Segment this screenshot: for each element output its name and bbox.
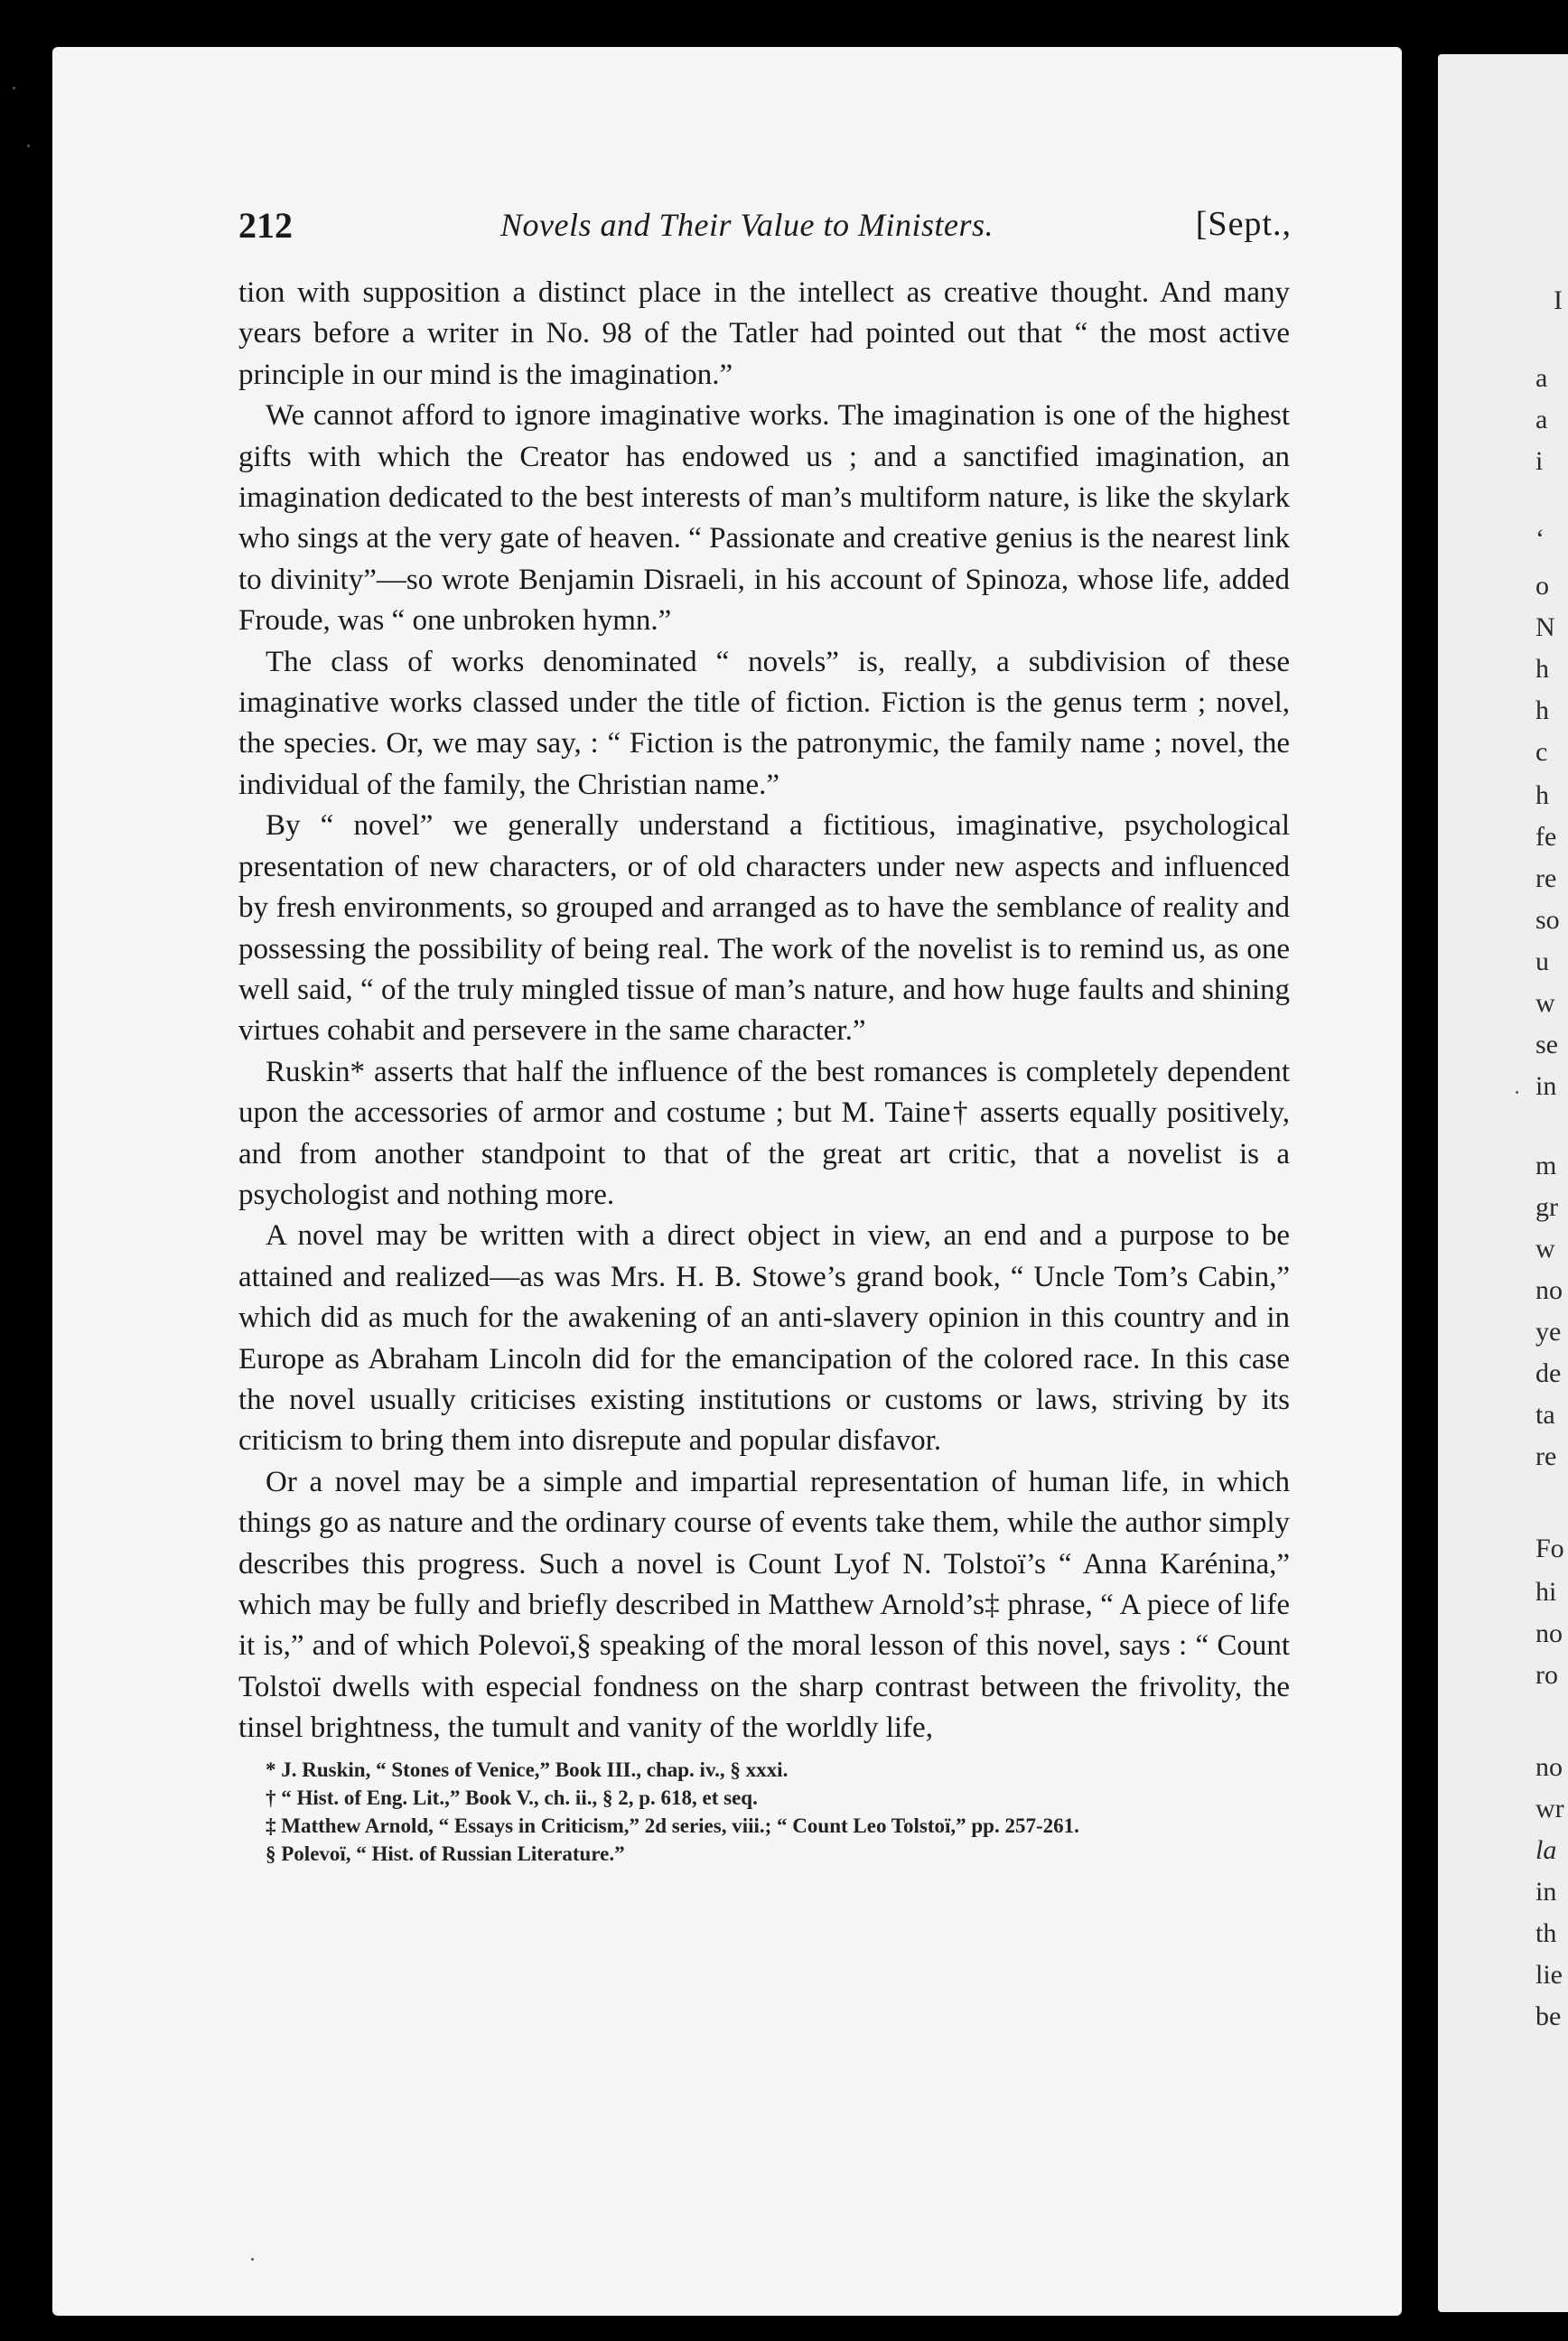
facing-page-fragment: re bbox=[1535, 863, 1557, 893]
facing-page-fragment: ta bbox=[1535, 1400, 1555, 1430]
facing-page-fragment: hi bbox=[1535, 1577, 1557, 1607]
page-number: 212 bbox=[238, 205, 293, 246]
facing-page-fragment: fe bbox=[1535, 822, 1557, 852]
paragraph: We cannot afford to ignore imaginative works. The imagination is one of the highest gifts with which the Creator has endowed us ; and a sanctified imagination, an imagination dedicated to the best interests of man’s multiform nature, is like the skylark who sings at the very gate of heaven. “ Passionate and creative genius is the nearest link to divinity”—so wrote Benjamin Disraeli, in his account of Spinoza, whose life, added Froude, was “ one unbroken hymn.” bbox=[238, 399, 1290, 638]
facing-page-fragment: be bbox=[1535, 2001, 1562, 2031]
facing-page-fragment: gr bbox=[1535, 1192, 1558, 1222]
facing-page-fragment: h bbox=[1535, 654, 1549, 684]
paragraph: A novel may be written with a direct object in view, an end and a purpose to be attained and realized—as was Mrs. H. B. Stowe’s grand book, “ Uncle Tom’s Cabin,” which did as much for the awakening of an anti-slavery opinion in this country and in Europe as Abraham Lincoln did for the emancipation of the colored race. In this case the novel usually criticises existing institutions or customs or laws, striving by its criticism to bring them into disrepute and popular disfavor. bbox=[238, 1219, 1290, 1458]
facing-page-fragment: h bbox=[1535, 780, 1549, 810]
footnote: § Polevoï, “ Hist. of Russian Literature.” bbox=[266, 1842, 625, 1865]
facing-page-fragment: w bbox=[1535, 988, 1555, 1018]
scan-speck bbox=[251, 2258, 254, 2261]
paragraph: The class of works denominated “ novels” is, really, a subdivision of these imaginative works classed under the title of fiction. Fiction is the genus term ; novel, the species. Or, we may say, : “ Fiction is the patronymic, the family name ; novel, the individual of the family, the Christian name.” bbox=[238, 645, 1290, 801]
facing-page-fragment: Fo bbox=[1535, 1534, 1564, 1563]
facing-page-fragment: no bbox=[1535, 1618, 1563, 1648]
facing-page-fragment: lie bbox=[1535, 1960, 1563, 1990]
facing-page-fragment: se bbox=[1535, 1030, 1558, 1059]
facing-page-fragment: a bbox=[1535, 363, 1548, 393]
facing-page-fragment: ‘ bbox=[1535, 524, 1545, 554]
scan-speck bbox=[27, 145, 30, 147]
facing-page-fragment: so bbox=[1535, 905, 1560, 935]
facing-page-fragment: h bbox=[1535, 695, 1549, 725]
facing-page-fragment: de bbox=[1535, 1358, 1562, 1388]
facing-page-fragment: m bbox=[1535, 1151, 1557, 1180]
facing-page-fragment: in bbox=[1535, 1071, 1557, 1101]
scan-speck bbox=[1516, 1091, 1518, 1094]
facing-page-fragment: N bbox=[1535, 612, 1555, 642]
paragraph: Or a novel may be a simple and impartial representation of human life, in which things go as nature and the ordinary course of events take them, while the author simply describes this progress. Such a novel is Count Lyof N. Tolstoï’s “ Anna Karénina,” which may be fully and briefly described in Matthew Arnold’s‡ phrase, “ A piece of life it is,” and of which Polevoï,§ speaking of the moral lesson of this novel, says : “ Count Tolstoï dwells with especial fondness on the sharp contrast between the frivolity, the tinsel brightness, the tumult and vanity of the worldly life, bbox=[238, 1465, 1290, 1745]
paragraph: Ruskin* asserts that half the influence of the best romances is completely dependent upon the accessories of armor and costume ; but M. Taine† asserts equally positively, and from another standpoint to that of the great art critic, that a novelist is a psychologist and nothing more. bbox=[238, 1055, 1290, 1211]
running-title: Novels and Their Value to Ministers. bbox=[500, 207, 994, 243]
facing-page-fragment: a bbox=[1535, 405, 1548, 434]
page-header bbox=[238, 204, 1292, 249]
facing-page-fragment: o bbox=[1535, 571, 1549, 601]
facing-page-fragment: ye bbox=[1535, 1317, 1562, 1347]
facing-page-fragment: no bbox=[1535, 1752, 1563, 1782]
footnote: * J. Ruskin, “ Stones of Venice,” Book III., chap. iv., § xxxi. bbox=[266, 1758, 789, 1781]
running-month: [Sept., bbox=[1195, 205, 1292, 243]
facing-page-fragment: la bbox=[1535, 1835, 1557, 1865]
facing-page-fragment: wr bbox=[1535, 1794, 1564, 1823]
facing-page-fragment: in bbox=[1535, 1877, 1557, 1907]
scan-speck bbox=[13, 87, 15, 89]
facing-page-fragment: i bbox=[1535, 446, 1544, 476]
facing-page-fragment: th bbox=[1535, 1918, 1557, 1948]
facing-page-fragment: c bbox=[1535, 737, 1548, 767]
footnote: † “ Hist. of Eng. Lit.,” Book V., ch. ii., § 2, p. 618, et seq. bbox=[266, 1786, 758, 1809]
facing-page-fragment: w bbox=[1535, 1234, 1555, 1264]
facing-page-fragment: re bbox=[1535, 1441, 1557, 1471]
paragraph: tion with supposition a distinct place in the intellect as creative thought. And many years before a writer in No. 98 of the Tatler had pointed out that “ the most active principle in our mind is the imagination.” bbox=[238, 276, 1290, 391]
facing-page-fragment: ro bbox=[1535, 1660, 1558, 1690]
facing-page-fragment: no bbox=[1535, 1275, 1563, 1305]
paragraph: By “ novel” we generally understand a fictitious, imaginative, psychological presentation of new characters, or of old characters under new aspects and influenced by fresh environments, so grouped and arranged as to have the semblance of reality and possessing the possibility of being real. The work of the novelist is to remind us, as one well said, “ of the truly mingled tissue of man’s nature, and how huge faults and shining virtues cohabit and persevere in the same character.” bbox=[238, 809, 1290, 1048]
facing-page-edge bbox=[1438, 54, 1568, 2312]
article-body bbox=[238, 273, 1290, 1749]
facing-page-fragment: I bbox=[1554, 285, 1563, 315]
facing-page-fragment: u bbox=[1535, 947, 1549, 976]
footnotes bbox=[266, 1756, 1286, 1868]
footnote: ‡ Matthew Arnold, “ Essays in Criticism,” 2d series, viii.; “ Count Leo Tolstoï,” pp. 257-261. bbox=[266, 1814, 1079, 1837]
